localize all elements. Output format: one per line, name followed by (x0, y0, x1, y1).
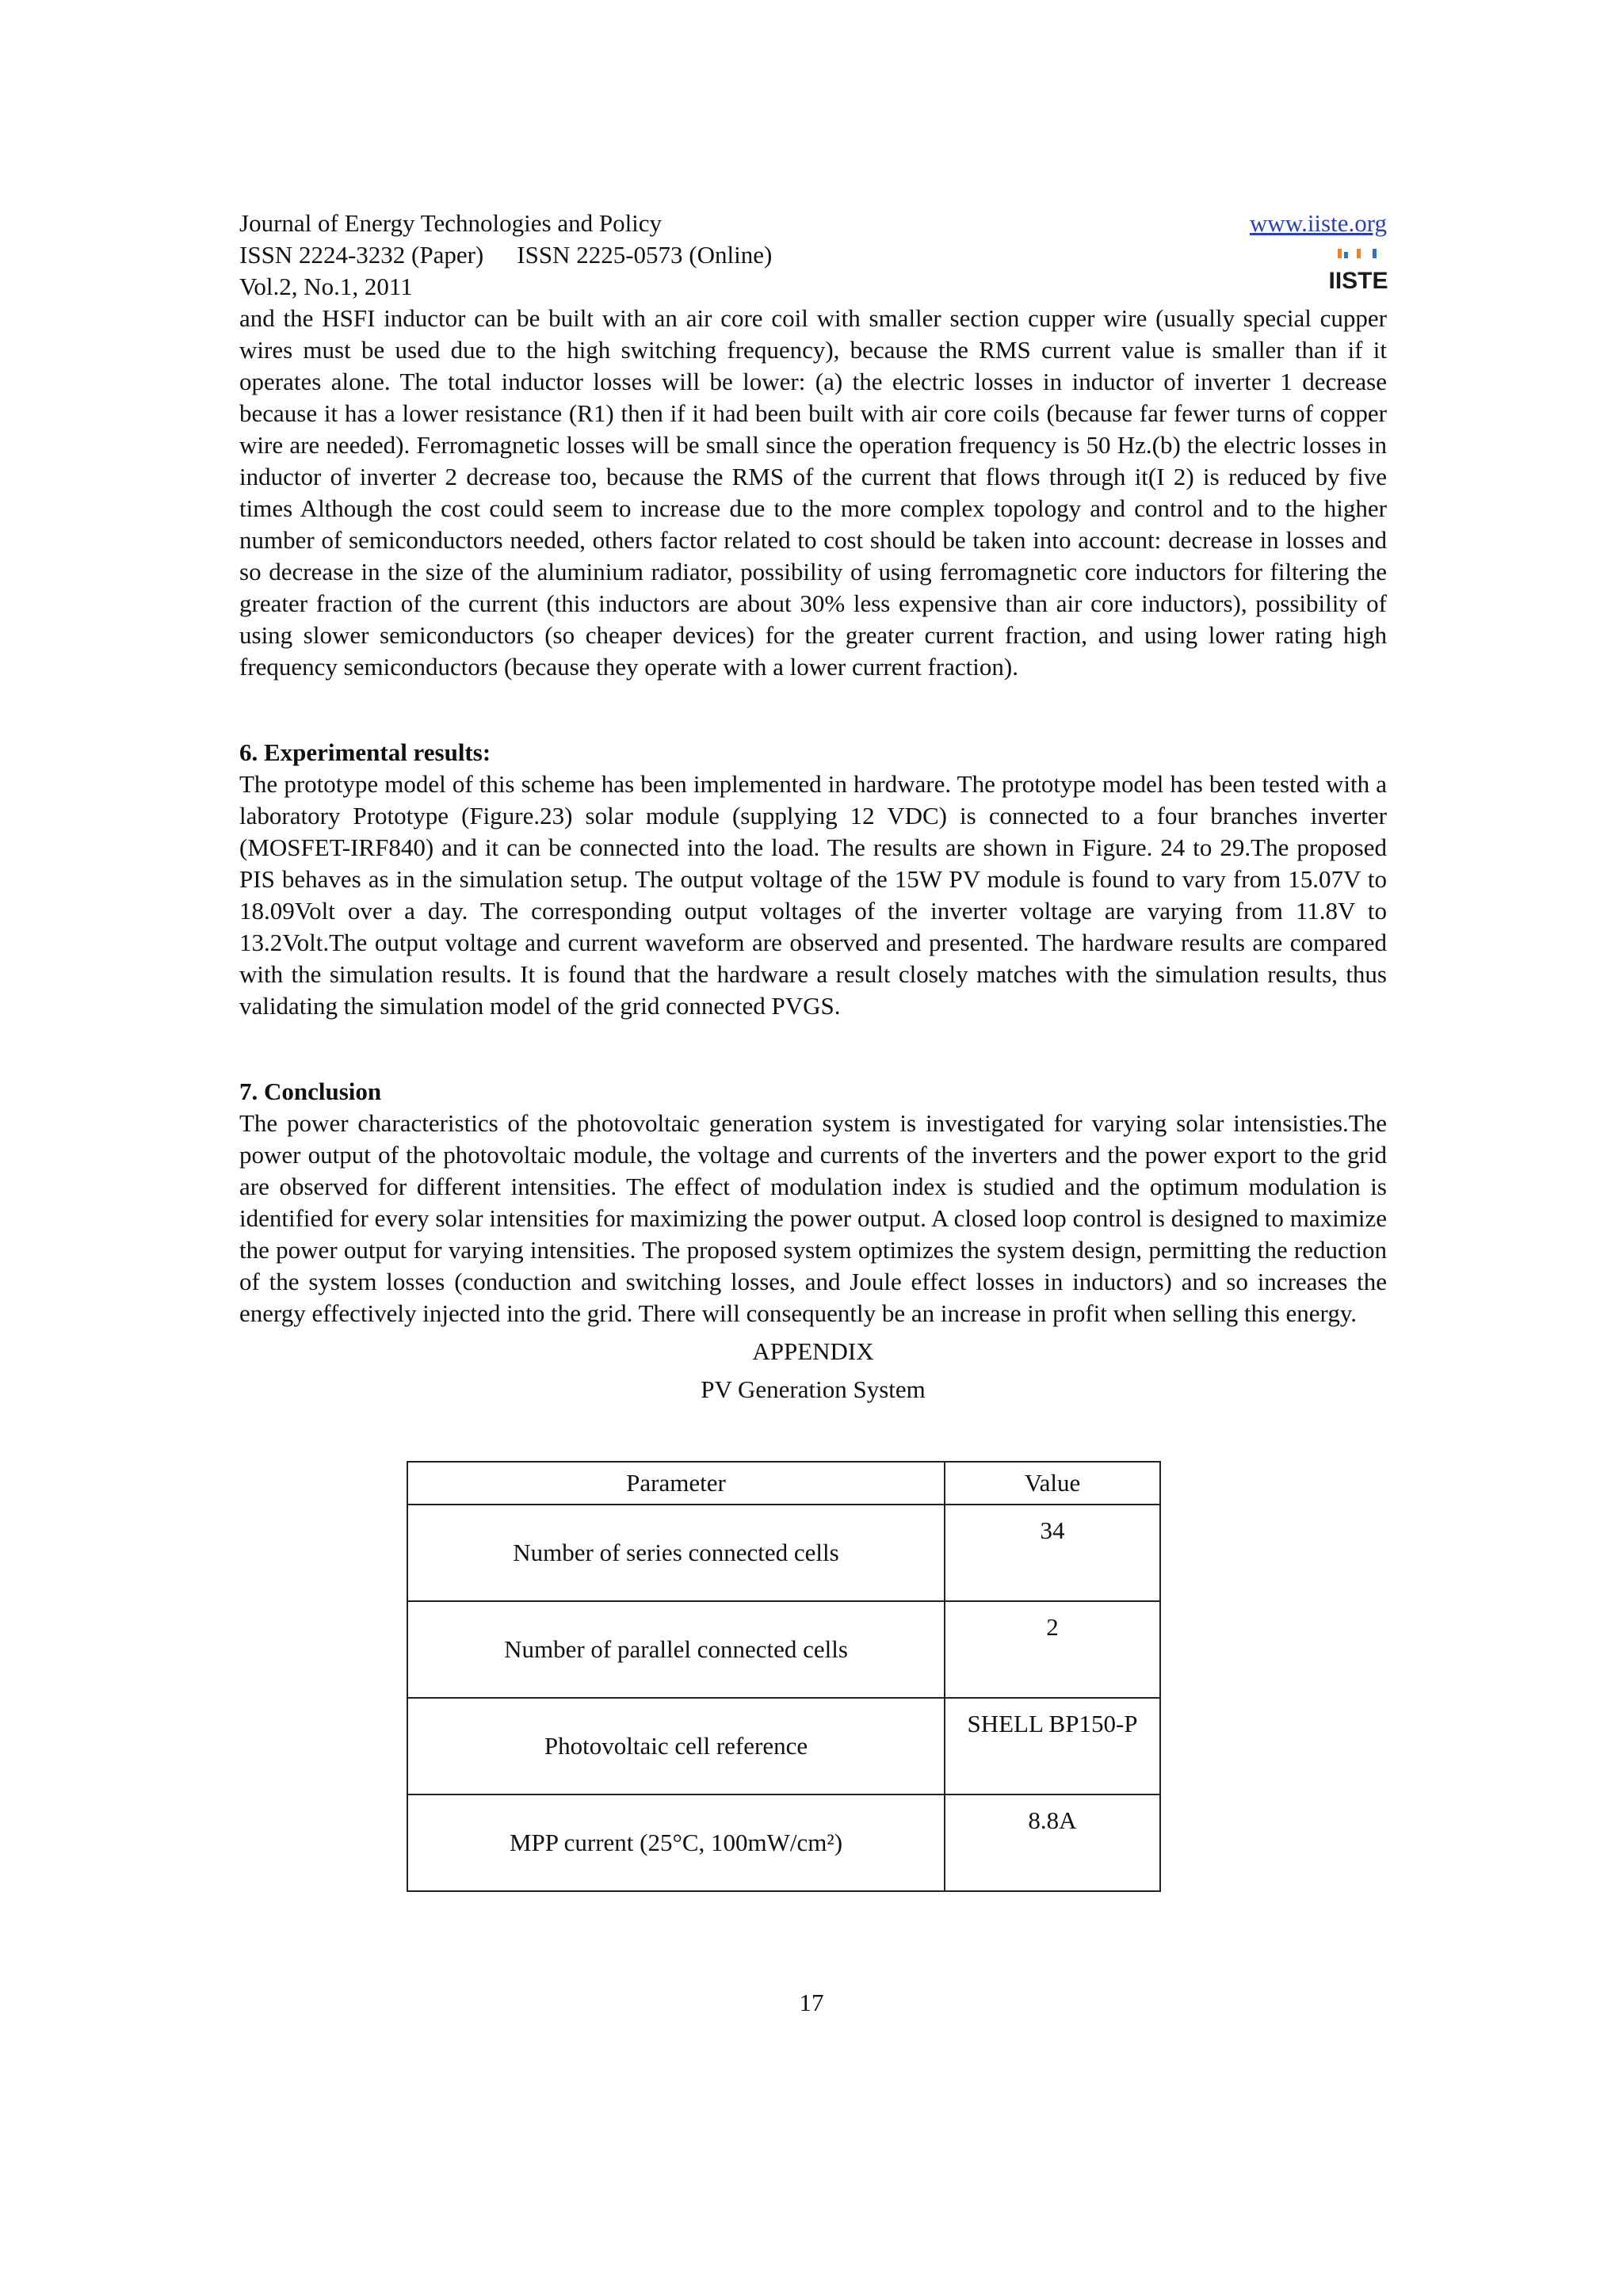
issn-paper: ISSN 2224-3232 (Paper) (239, 241, 484, 269)
logo-bar-3 (1357, 249, 1361, 258)
volume-info: Vol.2, No.1, 2011 (239, 273, 413, 300)
issn-line (239, 239, 1387, 271)
logo-bar-4 (1373, 249, 1377, 258)
section-6-text: The prototype model of this scheme has been implemented in hardware. The prototype model has been tested with a laboratory Prototype (Figure.23) solar module (supplying 12 VDC) is connected to a four branches inverter (MOSFET-IRF840) and it can be connected into the load. The results are shown in Figure. 24 to 29.The proposed PIS behaves as in the simulation setup. The output voltage of the 15W PV module is found to vary from 15.07V to 18.09Volt over a day. The corresponding output voltages of the inverter voltage are varying from 11.8V to 13.2Volt.The output voltage and current waveform are observed and presented. The hardware results are compared with the simulation results. It is found that the hardware a result closely matches with the simulation results, thus validating the simulation model of the grid connected PVGS. (239, 770, 1387, 1020)
journal-url-link[interactable]: www.iiste.org (1249, 209, 1387, 237)
table-cell-parameter: Number of parallel connected cells (407, 1601, 945, 1698)
iiste-logo-icon (1328, 247, 1388, 303)
logo-text: IISTE (1328, 268, 1388, 294)
table-cell-parameter: Number of series connected cells (407, 1505, 945, 1601)
page-number: 17 (799, 1989, 824, 2016)
table-cell-parameter: Photovoltaic cell reference (407, 1698, 945, 1794)
table-row (407, 1698, 1160, 1794)
intro-paragraph: and the HSFI inductor can be built with an air core coil with smaller section cupper wire (usually special cupper wires must be used due to the high switching frequency), because the RMS current value is smaller than if it operates alone. The total inductor losses will be lower: (a) the electric losses in inductor of inverter 1 decrease because it has a lower resistance (R1) then if it had been built with air core coils (because far fewer turns of copper wire are needed). Ferromagnetic losses will be small since the operation frequency is 50 Hz.(b) the electric losses in inductor of inverter 2 decrease too, because the RMS of the current that flows through it(I 2) is reduced by five times Although the cost could seem to increase due to the more complex topology and control and to the higher number of semiconductors needed, others factor related to cost should be taken into account: decrease in losses and so decrease in the size of the aluminium radiator, possibility of using ferromagnetic core inductors for filtering the greater fraction of the current (this inductors are about 30% less expensive than air core inductors), possibility of using slower semiconductors (so cheaper devices) for the greater current fraction, and using lower rating high frequency semiconductors (because they operate with a lower current fraction). (239, 304, 1387, 681)
logo-bar-2 (1344, 252, 1348, 258)
table-row (407, 1505, 1160, 1601)
table-cell-value: 8.8A (945, 1794, 1160, 1891)
table-header-row (407, 1462, 1160, 1505)
journal-title: Journal of Energy Technologies and Policy (239, 209, 663, 237)
section-7-title: 7. Conclusion (239, 1077, 382, 1105)
table-cell-value: 34 (945, 1505, 1160, 1601)
table-header-value: Value (945, 1462, 1160, 1505)
section-7-text: The power characteristics of the photovoltaic generation system is investigated for varying solar intensisties.The power output of the photovoltaic module, the voltage and currents of the inverters and the power export to the grid are observed for different intensities. The effect of modulation index is studied and the optimum modulation is identified for every solar intensities for maximizing the power output. A closed loop control is designed to maximize the power output for varying intensities. The proposed system optimizes the system design, permitting the reduction of the system losses (conduction and switching losses, and Joule effect losses in inductors) and so increases the energy effectively injected into the grid. There will consequently be an increase in profit when selling this energy. (239, 1109, 1387, 1327)
logo-bar-1 (1338, 249, 1342, 258)
table-cell-value: 2 (945, 1601, 1160, 1698)
table-row (407, 1601, 1160, 1698)
table-cell-parameter: MPP current (25°C, 100mW/cm²) (407, 1794, 945, 1891)
table-row (407, 1794, 1160, 1891)
page-header (239, 208, 1387, 303)
page-content (239, 208, 1387, 1892)
table-header-parameter: Parameter (407, 1462, 945, 1505)
pv-parameters-table (407, 1461, 1161, 1892)
appendix-subtitle: PV Generation System (701, 1375, 926, 1403)
table-cell-value: SHELL BP150-P (945, 1698, 1160, 1794)
appendix-title: APPENDIX (752, 1337, 874, 1365)
section-6-title: 6. Experimental results: (239, 738, 491, 766)
issn-online: ISSN 2225-0573 (Online) (517, 241, 773, 269)
